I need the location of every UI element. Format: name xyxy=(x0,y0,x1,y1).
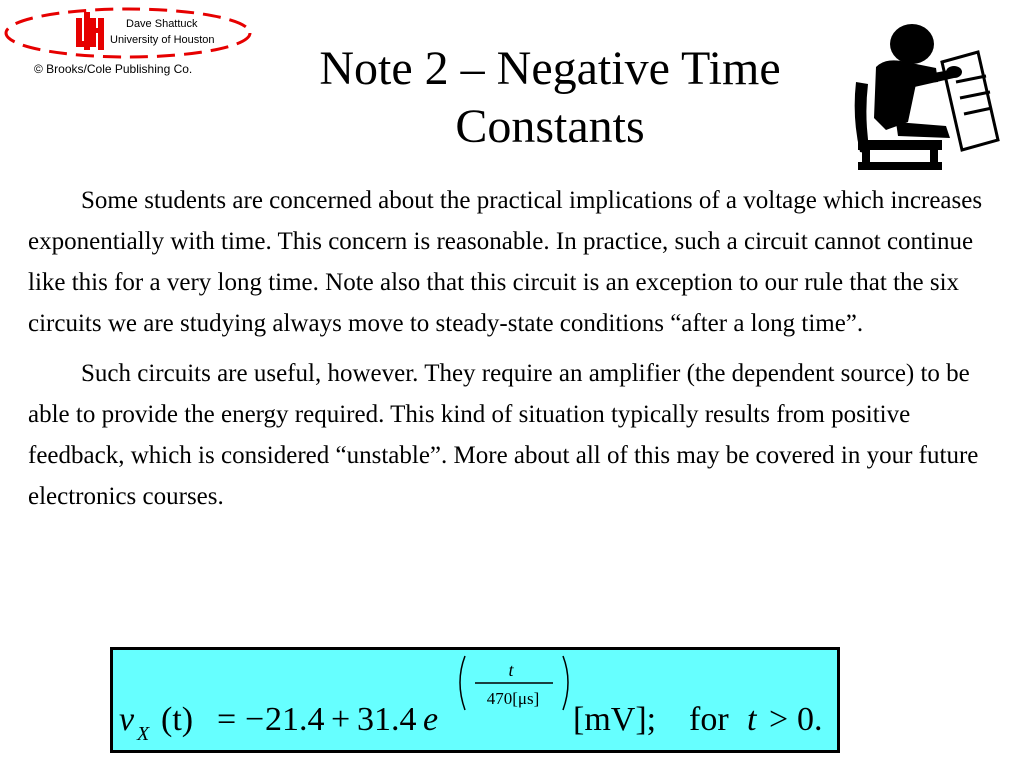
paragraph-1: Some students are concerned about the practical implications of a voltage which increases exponentially with time. This concern is reasonable. In practice, such a circuit cannot continue like this for a very long time. Note also that this circuit is an exception to our rule that the six circuits we are studying always move to steady-state conditions “after a long time”. xyxy=(28,187,983,337)
exponent-numerator: t xyxy=(508,660,514,680)
exponent-left-paren xyxy=(460,656,465,710)
equation-plus: + xyxy=(331,701,351,738)
equation-units: [mV]; xyxy=(573,701,657,738)
equation-argument: (t) xyxy=(161,701,194,738)
paragraph-2: Such circuits are useful, however. They require an amplifier (the dependent source) to be able to provide the energy required. This kind of situation typically results from positive feedback, which is considered “unstable”. More about all of this may be covered in your future electronics courses. xyxy=(28,360,979,510)
equation-minus: − xyxy=(245,701,265,738)
copyright-notice: © Brooks/Cole Publishing Co. xyxy=(34,62,193,76)
voltage-equation xyxy=(113,650,837,750)
logo-school: University of Houston xyxy=(110,34,215,46)
person-reading-at-desk-icon xyxy=(846,22,1006,172)
equation-condition-variable: t xyxy=(747,701,757,738)
logo-author: Dave Shattuck xyxy=(126,18,198,30)
slide-title xyxy=(250,40,850,156)
equation-base: e xyxy=(423,701,439,738)
equation-equals: = xyxy=(217,701,237,738)
exponent-right-paren xyxy=(563,656,568,710)
exponent-denominator: 470[μs] xyxy=(486,689,540,708)
slide-body xyxy=(28,180,988,526)
university-logo xyxy=(4,2,254,64)
equation-box xyxy=(110,647,840,753)
equation-constant-1: 21.4 xyxy=(265,701,325,738)
equation-subscript: X xyxy=(137,723,150,745)
equation-constant-2: 31.4 xyxy=(357,701,417,738)
equation-variable: v xyxy=(119,701,135,738)
slide-title-line-1: Note 2 – Negative Time xyxy=(319,42,781,95)
equation-condition-value: 0. xyxy=(797,701,823,738)
equation-condition-for: for xyxy=(689,701,729,738)
equation-condition-relation: > xyxy=(769,701,789,738)
slide-title-line-2: Constants xyxy=(455,100,645,153)
university-of-houston-logo-icon xyxy=(4,2,254,64)
